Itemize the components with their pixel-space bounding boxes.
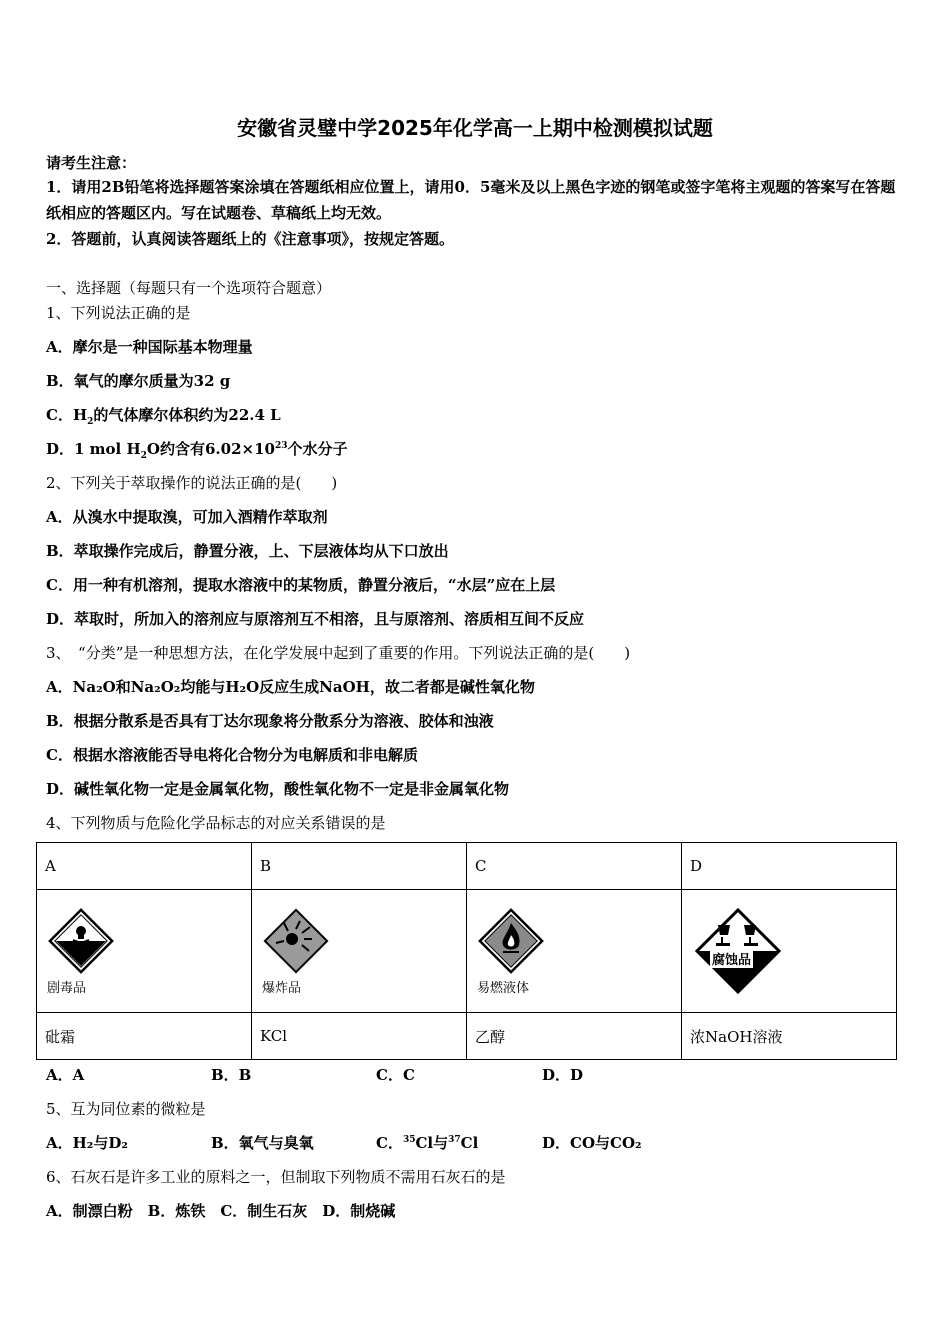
col-header-a: A xyxy=(37,843,252,890)
q3-option-c: C．根据水溶液能否导电将化合物分为电解质和非电解质 xyxy=(46,746,418,764)
flammable-sign xyxy=(475,907,673,996)
substance-a: 砒霜 xyxy=(37,1013,252,1060)
q6-options: A．制漂白粉 B．炼铁 C．制生石灰 D．制烧碱 xyxy=(46,1202,396,1220)
q6-stem: 6、石灰石是许多工业的原料之一，但制取下列物质不需用石灰石的是 xyxy=(46,1168,506,1186)
q2-stem: 2、下列关于萃取操作的说法正确的是( ) xyxy=(46,474,338,492)
exam-title: 安徽省灵璧中学2025年化学高一上期中检测模拟试题 xyxy=(237,116,713,140)
corrosive-sign-label: 腐蚀品 xyxy=(710,949,753,968)
q1-option-a: A．摩尔是一种国际基本物理量 xyxy=(46,338,253,356)
corrosive-sign xyxy=(690,905,888,997)
q5-option-b: B．氧气与臭氧 xyxy=(211,1134,314,1152)
flame-icon xyxy=(477,907,545,975)
q4-options xyxy=(46,1064,906,1084)
toxic-sign-label: 剧毒品 xyxy=(47,980,87,996)
q5-stem: 5、互为同位素的微粒是 xyxy=(46,1100,206,1118)
q5-option-d: D．CO与CO₂ xyxy=(542,1134,642,1152)
q2-option-b: B．萃取操作完成后，静置分液，上、下层液体均从下口放出 xyxy=(46,542,449,560)
q3-option-d: D．碱性氧化物一定是金属氧化物，酸性氧化物不一定是非金属氧化物 xyxy=(46,780,510,798)
q3-option-a: A．Na₂O和Na₂O₂均能与H₂O反应生成NaOH，故二者都是碱性氧化物 xyxy=(46,678,535,696)
col-header-b: B xyxy=(252,843,467,890)
substance-b: KCl xyxy=(252,1013,467,1060)
q3-stem: 3、 “分类”是一种思想方法，在化学发展中起到了重要的作用。下列说法正确的是( ) xyxy=(46,644,631,662)
notice-heading: 请考生注意： xyxy=(46,154,137,172)
hazard-table xyxy=(36,842,897,1060)
explosive-bomb-icon xyxy=(262,907,330,975)
q2-option-a: A．从溴水中提取溴，可加入酒精作萃取剂 xyxy=(46,508,328,526)
q1-stem: 1、下列说法正确的是 xyxy=(46,304,191,322)
section-heading: 一、选择题（每题只有一个选项符合题意） xyxy=(46,279,332,297)
col-header-d: D xyxy=(682,843,897,890)
q4-option-c: C．C xyxy=(376,1066,415,1084)
toxic-sign xyxy=(45,907,243,996)
q2-option-c: C．用一种有机溶剂，提取水溶液中的某物质，静置分液后，“水层”应在上层 xyxy=(46,576,556,594)
explosive-sign xyxy=(260,907,458,996)
col-header-c: C xyxy=(467,843,682,890)
substance-d: 浓NaOH溶液 xyxy=(682,1013,897,1060)
q5-option-c: C．$^{35}$Cl与$^{37}$Cl xyxy=(376,1134,479,1152)
q4-option-b: B．B xyxy=(211,1066,252,1084)
notice-item-1: 1．请用2B铅笔将选择题答案涂填在答题纸相应位置上，请用0．5毫米及以上黑色字迹的钢笔或签字笔将主观题的答案写在答题纸相应的答题区内。写在试题卷、草稿纸上均无效。 xyxy=(46,178,896,222)
q2-option-d: D．萃取时，所加入的溶剂应与原溶剂互不相溶，且与原溶剂、溶质相互间不反应 xyxy=(46,610,585,628)
q1-option-c: C．$H_2$的气体摩尔体积约为22.4 L xyxy=(46,406,281,427)
q1-option-d: D．1 mol $H_2O$约含有$6.02\times 10^{23}$个水分子 xyxy=(46,440,348,461)
q5-options xyxy=(46,1132,906,1152)
substance-c: 乙醇 xyxy=(467,1013,682,1060)
toxic-skull-icon xyxy=(47,907,115,975)
q4-option-a: A．A xyxy=(46,1066,85,1084)
q5-option-a: A．H₂与D₂ xyxy=(46,1134,128,1152)
q4-stem: 4、下列物质与危险化学品标志的对应关系错误的是 xyxy=(46,814,386,832)
explosive-sign-label: 爆炸品 xyxy=(262,980,302,996)
q4-option-d: D．D xyxy=(542,1066,584,1084)
flammable-sign-label: 易燃液体 xyxy=(477,980,530,996)
q1-option-b: B．氧气的摩尔质量为32 g xyxy=(46,372,231,390)
q3-option-b: B．根据分散系是否具有丁达尔现象将分散系分为溶液、胶体和浊液 xyxy=(46,712,494,730)
notice-item-2: 2．答题前，认真阅读答题纸上的《注意事项》，按规定答题。 xyxy=(46,230,454,248)
